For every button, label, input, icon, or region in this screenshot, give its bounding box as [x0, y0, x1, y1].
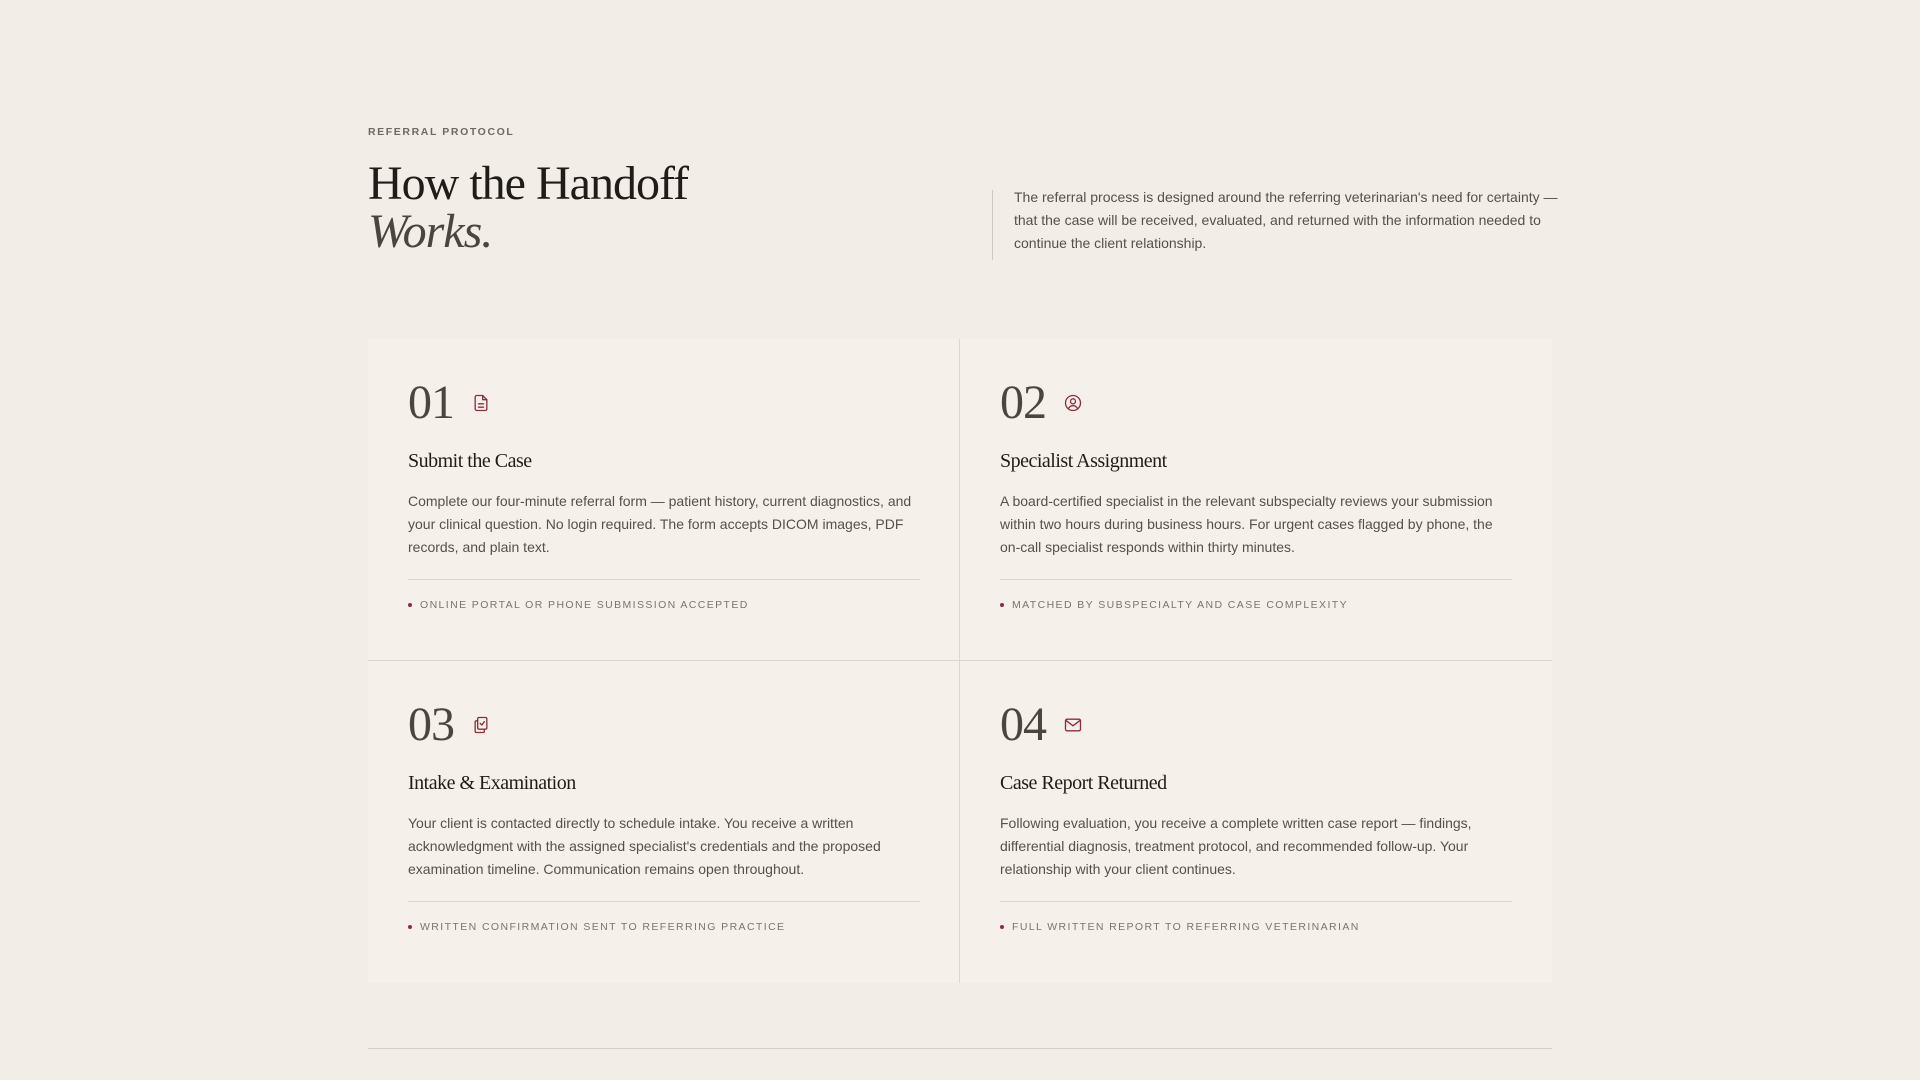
step-divider — [408, 579, 920, 580]
step-number: 02 — [1000, 376, 1046, 429]
step-divider — [408, 901, 920, 902]
step-number: 04 — [1000, 698, 1046, 751]
step-note-text: ONLINE PORTAL OR PHONE SUBMISSION ACCEPTED — [420, 599, 749, 611]
step-description: Your client is contacted directly to schedule intake. You receive a written acknowledgment with the assigned specialist's credentials and the proposed examination timeline. Communication remains open throughout. — [408, 815, 881, 877]
bullet-dot-icon — [1000, 603, 1004, 607]
step-title: Submit the Case — [408, 450, 532, 472]
step-number: 03 — [408, 698, 454, 751]
step-header — [408, 375, 919, 431]
clipboard-check-icon — [471, 715, 491, 735]
step-card-1 — [368, 339, 960, 661]
section-title-line1: How the Handoff — [368, 157, 689, 210]
step-note-text: WRITTEN CONFIRMATION SENT TO REFERRING PRACTICE — [420, 921, 786, 933]
step-title: Case Report Returned — [1000, 772, 1167, 794]
step-note — [408, 599, 919, 611]
section-title-line2: Works. — [368, 205, 493, 258]
step-card-4 — [960, 661, 1552, 983]
step-divider — [1000, 579, 1512, 580]
section-intro — [992, 190, 1568, 260]
step-number: 01 — [408, 376, 454, 429]
bullet-dot-icon — [1000, 925, 1004, 929]
section-eyebrow: REFERRAL PROTOCOL — [368, 126, 515, 138]
bullet-dot-icon — [408, 925, 412, 929]
step-description: Complete our four-minute referral form — patient history, current diagnostics, and your clinical question. No login required. The form accepts DICOM images, PDF records, and plain text. — [408, 493, 912, 555]
steps-grid — [368, 339, 1552, 983]
step-card-3 — [368, 661, 960, 983]
section-intro-text: The referral process is designed around the referring veterinarian's need for certainty — that the case will be received, evaluated, and returned with the information needed to continue the client relationship. — [1014, 189, 1558, 251]
step-title: Intake & Examination — [408, 772, 576, 794]
step-note-text: MATCHED BY SUBSPECIALTY AND CASE COMPLEXITY — [1012, 599, 1348, 611]
mail-icon — [1063, 715, 1083, 735]
step-card-2 — [960, 339, 1552, 661]
step-note-text: FULL WRITTEN REPORT TO REFERRING VETERINARIAN — [1012, 921, 1360, 933]
step-note — [408, 921, 919, 933]
step-title: Specialist Assignment — [1000, 450, 1167, 472]
bullet-dot-icon — [408, 603, 412, 607]
step-note — [1000, 921, 1512, 933]
step-divider — [1000, 901, 1512, 902]
step-header — [1000, 697, 1512, 753]
document-icon — [471, 393, 491, 413]
step-description: Following evaluation, you receive a complete written case report — findings, differential diagnosis, treatment protocol, and recommended follow-up. Your relationship with your client continues. — [1000, 815, 1472, 877]
section-bottom-divider — [368, 1048, 1552, 1049]
step-header — [408, 697, 919, 753]
step-note — [1000, 599, 1512, 611]
step-description: A board-certified specialist in the relevant subspecialty reviews your submission within two hours during business hours. For urgent cases flagged by phone, the on-call specialist responds within thirty minutes. — [1000, 493, 1493, 555]
user-circle-icon — [1063, 393, 1083, 413]
step-header — [1000, 375, 1512, 431]
section-title — [368, 157, 689, 258]
